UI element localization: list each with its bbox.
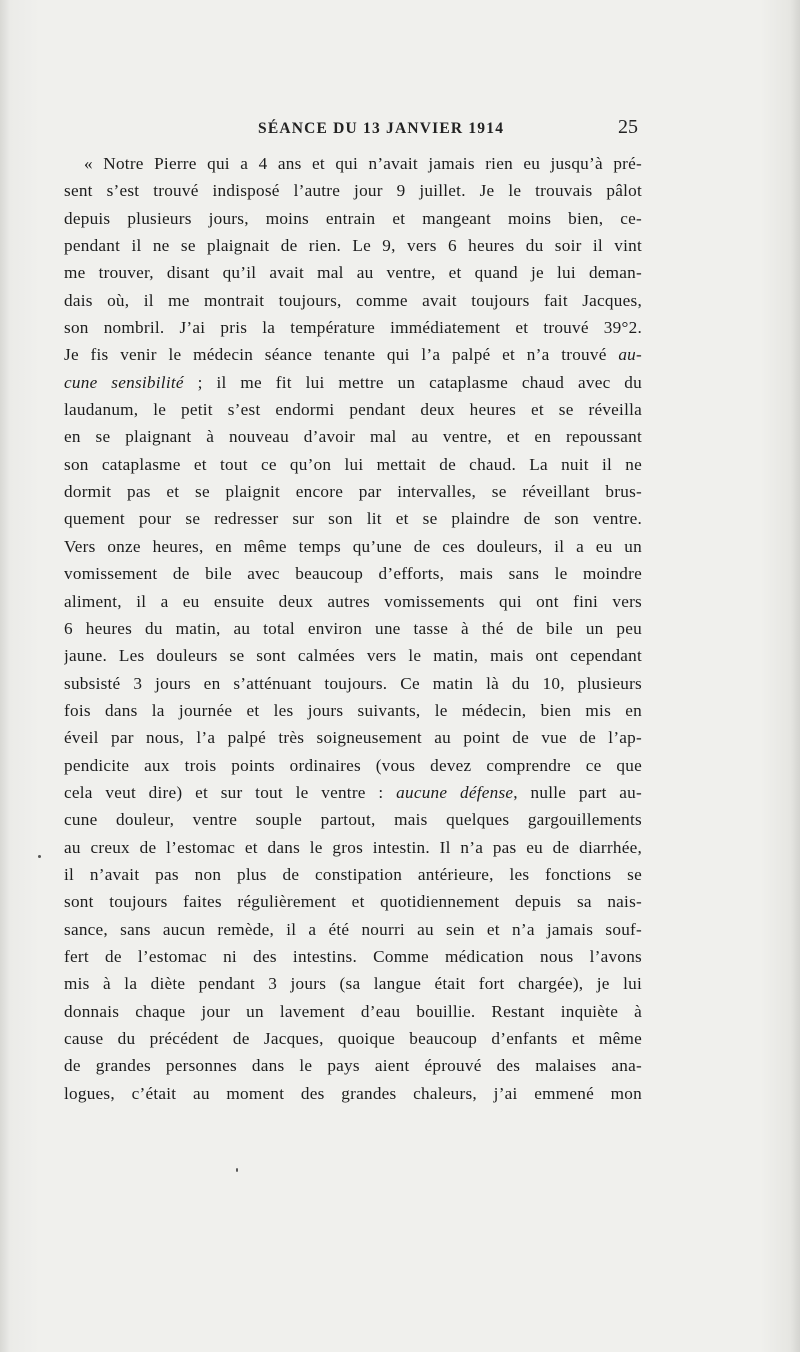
text-line: dormit pas et se plaignit encore par intervalles, se réveillant brus- bbox=[64, 482, 642, 502]
scan-speck bbox=[38, 855, 41, 858]
page-number: 25 bbox=[618, 116, 638, 138]
text-line: jaune. Les douleurs se sont calmées vers le matin, mais ont cependant bbox=[64, 646, 642, 666]
text-line bbox=[64, 341, 642, 368]
text-line: dais où, il me montrait toujours, comme avait toujours fait Jacques, bbox=[64, 290, 642, 310]
text-line: de grandes personnes dans le pays aient éprouvé des malaises ana- bbox=[64, 1056, 642, 1076]
text-line: depuis plusieurs jours, moins entrain et mangeant moins bien, ce- bbox=[64, 208, 642, 228]
running-head: SÉANCE DU 13 JANVIER 1914 bbox=[258, 120, 505, 137]
italic-segment: au- bbox=[618, 345, 642, 365]
text-segment: , nulle part au- bbox=[513, 782, 642, 802]
text-line: aliment, il a eu ensuite deux autres vomissements qui ont fini vers bbox=[64, 591, 642, 611]
text-line: mis à la diète pendant 3 jours (sa langue était fort chargée), je lui bbox=[64, 974, 642, 994]
text-line: en se plaignant à nouveau d’avoir mal au ventre, et en repoussant bbox=[64, 427, 642, 447]
text-line: fert de l’estomac ni des intestins. Comme médication nous l’avons bbox=[64, 946, 642, 966]
text-line: il n’avait pas non plus de constipation antérieure, les fonctions se bbox=[64, 864, 642, 884]
text-line: me trouver, disant qu’il avait mal au ventre, et quand je lui deman- bbox=[64, 263, 642, 283]
text-line: « Notre Pierre qui a 4 ans et qui n’avait jamais rien eu jusqu’à pré- bbox=[84, 154, 642, 173]
body-text bbox=[64, 150, 642, 1107]
text-line: son cataplasme et tout ce qu’on lui mettait de chaud. La nuit il ne bbox=[64, 454, 642, 474]
text-line: cune douleur, ventre souple partout, mais quelques gargouillements bbox=[64, 810, 642, 830]
text-line: laudanum, le petit s’est endormi pendant deux heures et se réveilla bbox=[64, 400, 642, 420]
text-line: quement pour se redresser sur son lit et se plaindre de son ventre. bbox=[64, 509, 642, 529]
text-segment: ; il me fit lui mettre un cataplasme chaud avec du bbox=[183, 372, 642, 392]
text-line: Vers onze heures, en même temps qu’une de ces douleurs, il a eu un bbox=[64, 536, 642, 556]
italic-segment: aucune défense bbox=[396, 782, 514, 802]
text-line: vomissement de bile avec beaucoup d’efforts, mais sans le moindre bbox=[64, 564, 642, 584]
text-line bbox=[64, 779, 642, 806]
text-line: éveil par nous, l’a palpé très soigneusement au point de vue de l’ap- bbox=[64, 728, 642, 748]
text-line: 6 heures du matin, au total environ une tasse à thé de bile un peu bbox=[64, 618, 642, 638]
page-header bbox=[0, 116, 800, 146]
text-line: sont toujours faites régulièrement et quotidiennement depuis sa nais- bbox=[64, 892, 642, 912]
text-line: subsisté 3 jours en s’atténuant toujours. Ce matin là du 10, plusieurs bbox=[64, 673, 642, 693]
text-line bbox=[64, 369, 642, 396]
scan-speck bbox=[236, 1168, 238, 1172]
text-line: son nombril. J’ai pris la température immédiatement et trouvé 39°2. bbox=[64, 318, 642, 338]
text-line: fois dans la journée et les jours suivants, le médecin, bien mis en bbox=[64, 700, 642, 720]
text-line: sance, sans aucun remède, il a été nourri au sein et n’a jamais souf- bbox=[64, 919, 642, 939]
text-segment: cela veut dire) et sur tout le ventre : bbox=[64, 782, 397, 802]
text-line: sent s’est trouvé indisposé l’autre jour 9 juillet. Je le trouvais pâlot bbox=[64, 181, 642, 201]
italic-segment: cune sensibilité bbox=[64, 372, 184, 392]
text-line: au creux de l’estomac et dans le gros intestin. Il n’a pas eu de diarrhée, bbox=[64, 837, 642, 857]
text-line: donnais chaque jour un lavement d’eau bouillie. Restant inquiète à bbox=[64, 1001, 642, 1021]
text-line: cause du précédent de Jacques, quoique beaucoup d’enfants et même bbox=[64, 1029, 642, 1048]
text-line: pendicite aux trois points ordinaires (vous devez comprendre ce que bbox=[64, 755, 642, 775]
text-line: logues, c’était au moment des grandes chaleurs, j’ai emmené mon bbox=[64, 1083, 642, 1103]
text-segment: Je fis venir le médecin séance tenante qui l’a palpé et n’a trouvé bbox=[64, 345, 619, 365]
text-line: pendant il ne se plaignait de rien. Le 9, vers 6 heures du soir il vint bbox=[64, 236, 642, 256]
